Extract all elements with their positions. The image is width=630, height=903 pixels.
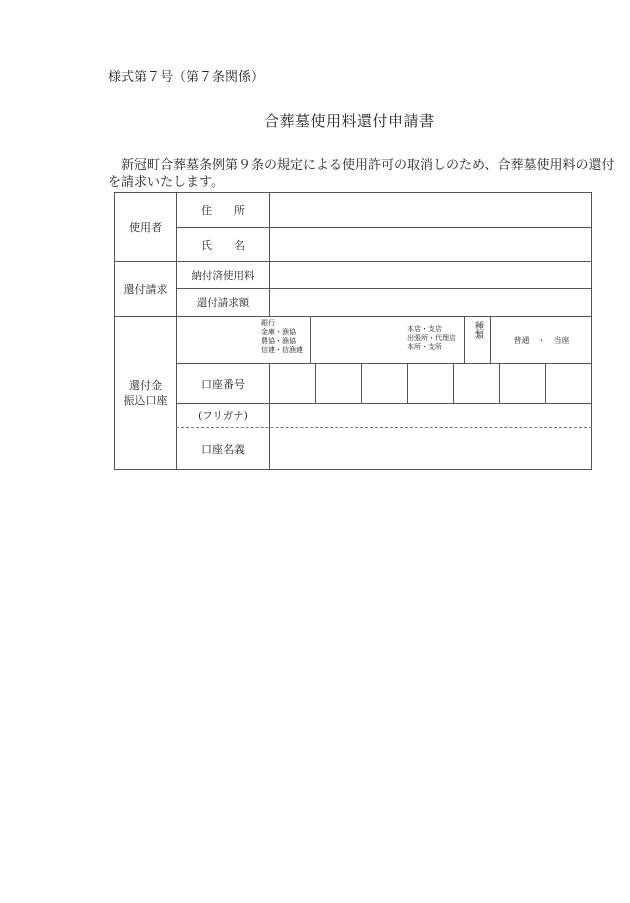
- branch-type-main: 本所・支所: [407, 343, 442, 351]
- request-statement-line2: を請求いたします。: [108, 175, 224, 190]
- account-type-label: 種類: [473, 321, 483, 339]
- refund-application-table: [114, 192, 592, 470]
- request-statement: [108, 157, 615, 191]
- address-field[interactable]: [270, 193, 592, 227]
- branch-type-list: [407, 325, 456, 352]
- paid-fee-field[interactable]: [270, 262, 592, 288]
- account-digit-6[interactable]: [500, 364, 545, 403]
- institution-type-nokyo: 農協・漁協: [261, 337, 296, 345]
- furigana-label: (フリガナ): [198, 410, 248, 422]
- account-digit-2[interactable]: [316, 364, 361, 403]
- account-digit-3[interactable]: [362, 364, 407, 403]
- account-digit-5[interactable]: [454, 364, 499, 403]
- institution-type-bank: 銀行: [261, 319, 275, 327]
- branch-name-field[interactable]: [311, 317, 403, 363]
- bank-section-label: [115, 317, 176, 469]
- account-digit-1[interactable]: [270, 364, 315, 403]
- institution-type-shinkin: 金庫・漁協: [261, 328, 296, 336]
- paid-fee-label: 納付済使用料: [191, 269, 255, 282]
- account-type-options[interactable]: 普通 ・ 当座: [513, 335, 570, 345]
- institution-type-shinren: 信連・信漁連: [261, 346, 303, 354]
- document-title: 合葬墓使用料還付申請書: [264, 112, 435, 130]
- refund-section-label: 還付請求: [123, 283, 168, 296]
- furigana-field[interactable]: [270, 404, 592, 427]
- account-holder-field[interactable]: [270, 428, 592, 469]
- institution-type-list: [261, 319, 303, 355]
- account-digit-7[interactable]: [546, 364, 592, 403]
- bank-section-label-line1: 還付金: [129, 379, 162, 392]
- form-number: 様式第７号（第７条関係）: [108, 70, 265, 85]
- bank-section-label-line2: 振込口座: [123, 394, 168, 407]
- refund-amount-label: 還付請求額: [196, 297, 250, 309]
- account-number-label: 口座番号: [201, 377, 245, 391]
- account-digit-4[interactable]: [408, 364, 453, 403]
- branch-type-office: 出張所・代理店: [407, 334, 456, 342]
- refund-amount-field[interactable]: [270, 289, 592, 316]
- name-field[interactable]: [270, 228, 592, 261]
- user-section-label: 使用者: [129, 221, 162, 234]
- branch-type-head: 本店・支店: [407, 325, 442, 333]
- divider: [464, 317, 465, 363]
- request-statement-line1: 新冠町合葬墓条例第９条の規定による使用許可の取消しのため、合葬墓使用料の還付: [121, 158, 615, 173]
- account-holder-label: 口座名義: [201, 442, 245, 456]
- bank-name-field[interactable]: [177, 317, 259, 363]
- name-label: 氏 名: [201, 238, 245, 252]
- address-label: 住 所: [201, 204, 245, 217]
